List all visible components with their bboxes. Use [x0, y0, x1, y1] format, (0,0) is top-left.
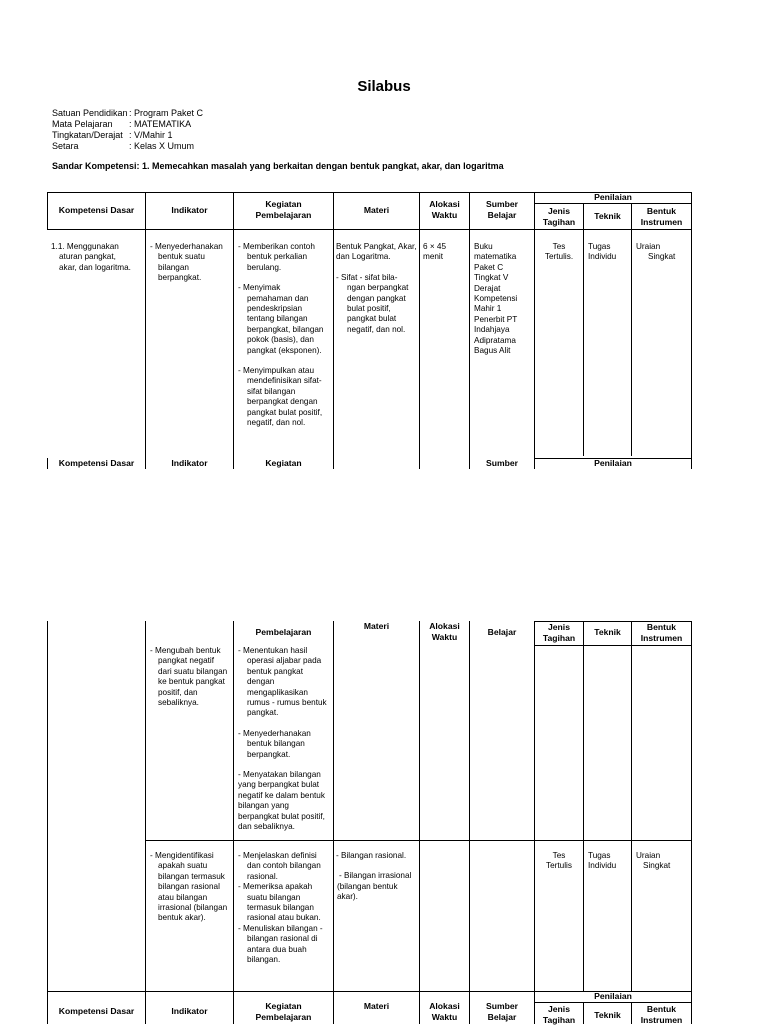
table-line	[145, 192, 146, 469]
text-line: - Bilangan rasional.	[336, 851, 419, 861]
text-line: mengaplikasikan	[238, 688, 333, 698]
text-line: bilangan rasional	[150, 882, 232, 892]
text-line: Uraian	[636, 242, 691, 252]
text-line: dan sebaliknya.	[238, 822, 333, 832]
text-line: 1.1. Menggunakan	[51, 242, 145, 252]
text-line: dan contoh bilangan	[238, 861, 333, 871]
text-line: dengan	[238, 677, 333, 687]
header-jenis-line2: Tagihan	[535, 633, 583, 644]
text-line: pokok (basis), dan	[238, 335, 333, 345]
bottom-header-bentuk	[632, 1004, 691, 1025]
meta-value: : V/Mahir 1	[129, 130, 173, 141]
header-kegiatan-line2: Pembelajaran	[234, 210, 333, 221]
meta-row-setara	[52, 141, 203, 152]
row1-kegiatan	[238, 242, 333, 429]
repeat-header-kompetensi-dasar: Kompetensi Dasar	[48, 458, 145, 469]
header-sumber-line1: Sumber	[470, 1001, 534, 1012]
cont-header-bentuk	[632, 622, 691, 643]
text-line: Tugas	[588, 242, 631, 252]
text-line: ngan berpangkat	[336, 283, 419, 293]
header-teknik: Teknik	[584, 211, 631, 222]
header-jenis-line1: Jenis	[535, 206, 583, 217]
row1-jenis-tagihan	[535, 242, 583, 263]
text-line: - Menyimpulkan atau	[238, 366, 333, 376]
text-line: berpangkat dengan	[238, 397, 333, 407]
text-line: negatif ke dalam bentuk	[238, 791, 333, 801]
text-line: bentuk suatu	[150, 252, 232, 262]
text-line: pangkat (eksponen).	[238, 346, 333, 356]
bottom-header-penilaian: Penilaian	[535, 991, 691, 1002]
text-line: negatif, dan nol.	[336, 325, 419, 335]
table-line	[534, 203, 692, 204]
text-line: Tes	[535, 851, 583, 861]
text-line: dan Logaritma.	[336, 252, 419, 262]
text-line: Tes	[535, 242, 583, 252]
standar-kompetensi: Sandar Kompetensi: 1. Memecahkan masalah yang berkaitan dengan bentuk pangkat, akar, dan logaritma	[52, 161, 504, 171]
row3-teknik	[588, 851, 631, 872]
text-line: rasional atau bukan.	[238, 913, 333, 923]
text-line: bilangan.	[238, 955, 333, 965]
table-line	[534, 1002, 692, 1003]
text-line: - Mengidentifikasi	[150, 851, 232, 861]
row3-bentuk-instrumen	[636, 851, 691, 872]
text-line: bentuk bilangan	[238, 739, 333, 749]
header-bentuk-line1: Bentuk	[632, 206, 691, 217]
cont-header-materi: Materi	[334, 621, 419, 632]
text-line: berpangkat.	[238, 750, 333, 760]
header-bentuk	[632, 206, 691, 227]
text-line: - Menyimak	[238, 283, 333, 293]
meta-value: : Kelas X Umum	[129, 141, 194, 152]
text-line: Bentuk Pangkat, Akar,	[336, 242, 419, 252]
header-kegiatan-line1: Kegiatan	[234, 199, 333, 210]
text-line: bilangan termasuk	[150, 872, 232, 882]
text-line: - Memeriksa apakah	[238, 882, 333, 892]
cont-header-alokasi	[420, 621, 469, 642]
text-line: matematika	[474, 252, 534, 262]
repeat-header-kegiatan: Kegiatan	[234, 458, 333, 469]
row3-materi	[336, 851, 419, 903]
meta-key: Mata Pelajaran	[52, 119, 129, 130]
row2-indikator	[150, 646, 232, 708]
text-line: 6 × 45	[423, 242, 469, 252]
header-sumber-line2: Belajar	[470, 1012, 534, 1023]
header-indikator: Indikator	[146, 205, 233, 216]
header-kegiatan-line2: Pembelajaran	[234, 1012, 333, 1023]
text-line: bilangan	[150, 263, 232, 273]
header-jenis-line1: Jenis	[535, 622, 583, 633]
cont-header-jenis	[535, 622, 583, 643]
meta-value: : MATEMATIKA	[129, 119, 191, 130]
header-penilaian: Penilaian	[535, 192, 691, 203]
text-line: Tertulis	[535, 861, 583, 871]
repeat-header-sumber: Sumber	[470, 458, 534, 469]
header-sumber	[470, 199, 534, 220]
text-line: Uraian	[636, 851, 691, 861]
table-line	[583, 203, 584, 456]
text-line: bulat positif,	[336, 304, 419, 314]
bottom-header-jenis	[535, 1004, 583, 1025]
row1-materi	[336, 242, 419, 335]
text-line: - Menyederhanakan	[150, 242, 232, 252]
text-line: sifat bilangan	[238, 387, 333, 397]
meta-value: : Program Paket C	[129, 108, 203, 119]
text-line: Derajat	[474, 284, 534, 294]
table-line	[47, 621, 48, 1024]
table-line	[631, 621, 632, 991]
text-line: Paket C	[474, 263, 534, 273]
bottom-header-alokasi	[420, 1001, 469, 1022]
meta-key: Tingkatan/Derajat	[52, 130, 129, 141]
table-line	[333, 192, 334, 469]
text-line: Buku	[474, 242, 534, 252]
row1-kompetensi-dasar	[51, 242, 145, 273]
row1-teknik	[588, 242, 631, 263]
header-kegiatan-line1: Kegiatan	[234, 1001, 333, 1012]
text-line: - Menyederhanakan	[238, 729, 333, 739]
text-line: ke bentuk pangkat	[150, 677, 232, 687]
table-line	[631, 203, 632, 456]
text-line: Penerbit PT	[474, 315, 534, 325]
text-line: pangkat negatif	[150, 656, 232, 666]
text-line: bilangan rasional di	[238, 934, 333, 944]
meta-row-satuan	[52, 108, 203, 119]
header-alokasi-line2: Waktu	[420, 1012, 469, 1023]
text-line: sebaliknya.	[150, 698, 232, 708]
table-line	[469, 621, 470, 1024]
table-line	[691, 192, 692, 469]
repeat-header-penilaian: Penilaian	[535, 458, 691, 469]
text-line: dengan pangkat	[336, 294, 419, 304]
row3-kegiatan	[238, 851, 333, 965]
table-line	[583, 621, 584, 991]
header-jenis-line2: Tagihan	[535, 217, 583, 228]
meta-row-tingkatan	[52, 130, 203, 141]
row2-kegiatan	[238, 646, 333, 833]
text-line: - Bilangan irrasional	[336, 871, 419, 881]
row1-sumber	[474, 242, 534, 356]
table-line	[145, 621, 146, 1024]
table-line	[691, 621, 692, 1024]
text-line: rumus - rumus bentuk	[238, 698, 333, 708]
table-line	[47, 229, 692, 230]
document-meta	[52, 108, 203, 152]
text-line: Tertulis.	[535, 252, 583, 262]
text-line: suatu bilangan	[238, 893, 333, 903]
text-line: (bilangan bentuk	[336, 882, 419, 892]
header-alokasi	[420, 199, 469, 220]
text-line: pemahaman dan	[238, 294, 333, 304]
text-line: antara dua buah	[238, 945, 333, 955]
text-line: Singkat	[636, 861, 691, 871]
text-line: pangkat bulat positif,	[238, 408, 333, 418]
bottom-header-teknik: Teknik	[584, 1010, 631, 1021]
bottom-header-sumber	[470, 1001, 534, 1022]
text-line: apakah suatu	[150, 861, 232, 871]
header-alokasi-line1: Alokasi	[420, 621, 469, 632]
text-line: bentuk pangkat	[238, 667, 333, 677]
table-line	[47, 192, 534, 193]
text-line: menit	[423, 252, 469, 262]
text-line: berpangkat bulat positif,	[238, 812, 333, 822]
text-line: bilangan yang	[238, 801, 333, 811]
text-line: atau bilangan	[150, 893, 232, 903]
text-line: berpangkat, bilangan	[238, 325, 333, 335]
bottom-header-kegiatan	[234, 1001, 333, 1022]
meta-key: Satuan Pendidikan	[52, 108, 129, 119]
text-line: akar).	[336, 892, 419, 902]
text-line: akar, dan logaritma.	[51, 263, 145, 273]
text-line: operasi aljabar pada	[238, 656, 333, 666]
text-line: Tugas	[588, 851, 631, 861]
text-line: Kompetensi	[474, 294, 534, 304]
text-line: yang berpangkat bulat	[238, 780, 333, 790]
table-line	[534, 621, 535, 1024]
text-line: tentang bilangan	[238, 314, 333, 324]
table-line	[469, 192, 470, 469]
text-line: pangkat bulat	[336, 314, 419, 324]
cont-header-teknik: Teknik	[584, 627, 631, 638]
header-materi: Materi	[334, 205, 419, 216]
table-line	[419, 192, 420, 469]
header-bentuk-line1: Bentuk	[632, 622, 691, 633]
text-line: - Mengubah bentuk	[150, 646, 232, 656]
text-line: negatif, dan nol.	[238, 418, 333, 428]
text-line: pendeskripsian	[238, 304, 333, 314]
text-line: Individu	[588, 252, 631, 262]
text-line: - Menentukan hasil	[238, 646, 333, 656]
row3-indikator	[150, 851, 232, 924]
repeat-header-indikator: Indikator	[146, 458, 233, 469]
table-line	[233, 621, 234, 1024]
header-bentuk-line2: Instrumen	[632, 217, 691, 228]
cont-header-kegiatan: Pembelajaran	[234, 627, 333, 638]
text-line: Singkat	[636, 252, 691, 262]
text-line: Adipratama	[474, 336, 534, 346]
text-line: Indahjaya	[474, 325, 534, 335]
text-line: positif, dan	[150, 688, 232, 698]
header-bentuk-line2: Instrumen	[632, 633, 691, 644]
header-bentuk-line2: Instrumen	[632, 1015, 691, 1025]
row1-indikator	[150, 242, 232, 284]
text-line: termasuk bilangan	[238, 903, 333, 913]
text-line: Mahir 1	[474, 304, 534, 314]
header-alokasi-line2: Waktu	[420, 632, 469, 643]
text-line: - Menyatakan bilangan	[238, 770, 333, 780]
text-line: Bagus Alit	[474, 346, 534, 356]
text-line: - Memberikan contoh	[238, 242, 333, 252]
text-line: Tingkat V	[474, 273, 534, 283]
document-title: Silabus	[0, 78, 768, 95]
table-line	[534, 192, 535, 469]
header-kegiatan	[234, 199, 333, 220]
text-line: irrasional (bilangan	[150, 903, 232, 913]
bottom-header-materi: Materi	[334, 1001, 419, 1012]
header-bentuk-line1: Bentuk	[632, 1004, 691, 1015]
header-alokasi-line1: Alokasi	[420, 199, 469, 210]
row3-jenis-tagihan	[535, 851, 583, 872]
header-jenis-line2: Tagihan	[535, 1015, 583, 1025]
text-line: berpangkat.	[150, 273, 232, 283]
header-alokasi-line1: Alokasi	[420, 1001, 469, 1012]
text-line: mendefinisikan sifat-	[238, 376, 333, 386]
text-line: - Sifat - sifat bila-	[336, 273, 419, 283]
text-line: bentuk perkalian	[238, 252, 333, 262]
text-line: Individu	[588, 861, 631, 871]
header-sumber-line1: Sumber	[470, 199, 534, 210]
table-line	[233, 192, 234, 469]
header-kompetensi-dasar: Kompetensi Dasar	[48, 205, 145, 216]
cont-header-sumber: Belajar	[470, 627, 534, 638]
text-line: - Menjelaskan definisi	[238, 851, 333, 861]
text-line: pangkat.	[238, 708, 333, 718]
header-jenis-tagihan	[535, 206, 583, 227]
row1-bentuk-instrumen	[636, 242, 691, 263]
text-line: rasional.	[238, 872, 333, 882]
table-line	[534, 645, 692, 646]
bottom-header-indikator: Indikator	[146, 1006, 233, 1017]
text-line: - Menuliskan bilangan -	[238, 924, 333, 934]
text-line: bentuk akar).	[150, 913, 232, 923]
meta-key: Setara	[52, 141, 129, 152]
row1-alokasi	[423, 242, 469, 263]
meta-row-mapel	[52, 119, 203, 130]
table-line	[333, 621, 334, 1024]
text-line: aturan pangkat,	[51, 252, 145, 262]
header-jenis-line1: Jenis	[535, 1004, 583, 1015]
table-line	[419, 621, 420, 1024]
text-line: berulang.	[238, 263, 333, 273]
text-line: dari suatu bilangan	[150, 667, 232, 677]
bottom-header-kompetensi-dasar: Kompetensi Dasar	[48, 1006, 145, 1017]
header-sumber-line2: Belajar	[470, 210, 534, 221]
header-alokasi-line2: Waktu	[420, 210, 469, 221]
